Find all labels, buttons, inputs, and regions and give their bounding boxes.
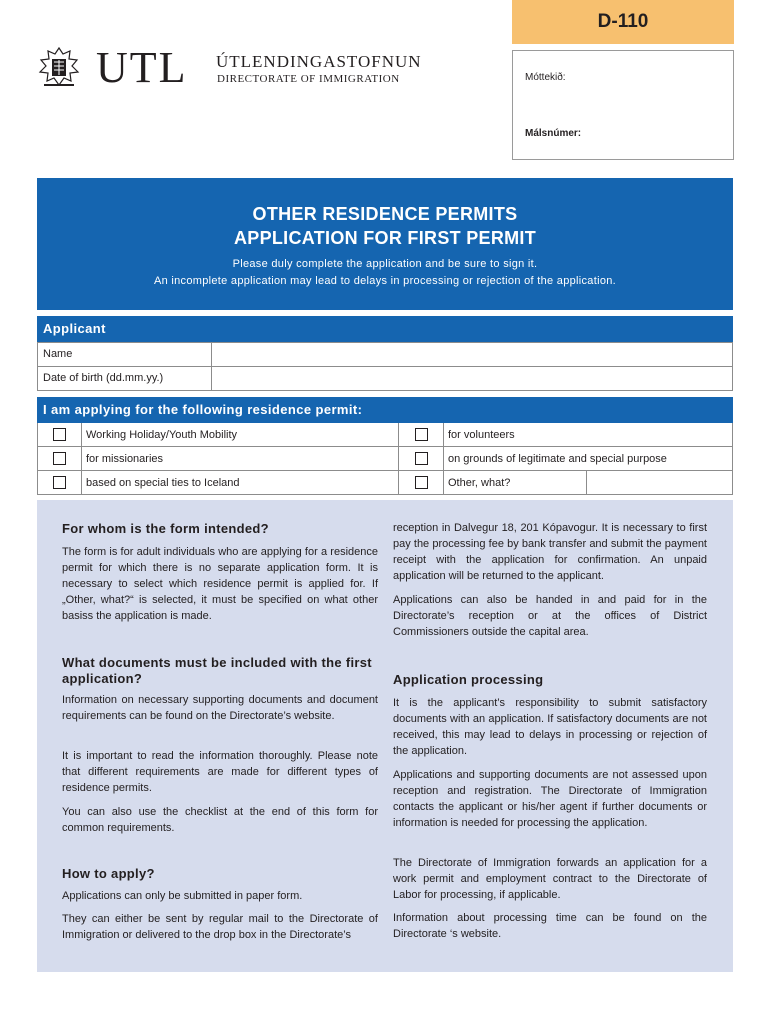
checkbox-working-holiday[interactable] [38,423,82,446]
checkbox-other[interactable] [398,471,444,495]
title-banner [37,178,733,310]
option-label: Working Holiday/Youth Mobility [86,429,238,441]
dob-label: Date of birth (dd.mm.yy.) [38,367,212,390]
checkbox-box[interactable] [53,476,66,489]
permit-row [38,471,732,495]
paragraph: Information about processing time can be found on the Directorate ‘s website. [393,912,707,940]
dob-field[interactable] [213,367,732,390]
dob-row [37,367,733,391]
form-subtitle: APPLICATION FOR FIRST PERMIT [233,228,537,248]
name-row [37,342,733,367]
case-number-label: Málsnúmer: [525,128,582,139]
section-heading: How to apply? [62,866,155,881]
office-use-box [512,50,734,160]
option-label: based on special ties to Iceland [86,477,240,489]
paragraph: Applications can also be handed in and paid for in the Directorate’s reception or at the offices of District Commissioners outside the capital area. [393,594,707,638]
other-specify-field[interactable] [586,471,734,495]
checkbox-missionaries[interactable] [38,447,82,470]
permit-row [38,423,732,447]
paragraph: The form is for adult individuals who are applying for a residence permit for which there is no separate application form. It is necessary to select which residence permit is applied for. If „Other, what?“ is selected, it must be specified on what other basiss the application is made. [62,546,378,622]
form-title: OTHER RESIDENCE PERMITS [252,204,518,224]
option-label: for missionaries [86,453,164,465]
checkbox-box[interactable] [415,452,428,465]
section-heading: For whom is the form intended? [62,521,269,536]
paragraph: They can either be sent by regular mail to the Directorate of Immigration or delivered to the drop box in the Directorate’s [62,913,378,941]
checkbox-legitimate-purpose[interactable] [398,447,444,470]
checkbox-box[interactable] [53,428,66,441]
coat-of-arms-icon [36,45,82,91]
paragraph: It is the applicant’s responsibility to submit satisfactory documents with an application. If satisfactory documents are not received, this may lead to delays in processing or rejection of the application. [393,697,707,757]
agency-subtitle: DIRECTORATE OF IMMIGRATION [217,73,400,85]
section-heading: What documents must be included with the first application? [62,655,372,686]
checkbox-volunteers[interactable] [398,423,444,446]
agency-logo-text: UTL [96,43,188,92]
permit-row [38,447,732,471]
applicant-section-header: Applicant [37,316,733,342]
checkbox-box[interactable] [53,452,66,465]
paragraph: Information on necessary supporting documents and document requirements can be found on the Directorate’s website. [62,694,378,722]
instruction-line-2: An incomplete application may lead to delays in processing or rejection of the application. [153,275,617,287]
paragraph: The Directorate of Immigration forwards an application for a work permit and employment contract to the Directorate of Labor for processing, if applicable. [393,857,707,901]
section-heading: Application processing [393,672,544,687]
form-code-badge: D-110 [512,0,734,44]
name-field[interactable] [213,343,732,366]
paragraph: reception in Dalvegur 18, 201 Kópavogur. It is necessary to first pay the processing fee by bank transfer and submit the payment receipt with the application for confirmation. An unpaid application will be returned to the applicant. [393,522,707,582]
option-label: for volunteers [448,429,515,441]
checkbox-box[interactable] [415,476,428,489]
paragraph: Applications and supporting documents are not assessed upon reception and registration. The Directorate of Immigration contacts the applicant or his/her agent if further documents or information is needed for processing the application. [393,769,707,829]
paragraph: It is important to read the information thoroughly. Please note that different requirements are made for different types of residence permits. [62,750,378,794]
received-label: Móttekið: [525,72,566,83]
instruction-line-1: Please duly complete the application and be sure to sign it. [232,258,538,270]
name-label: Name [38,343,212,366]
permit-section-header: I am applying for the following residence permit: [37,397,733,423]
checkbox-box[interactable] [415,428,428,441]
permit-options-grid [37,423,733,495]
option-label: Other, what? [448,477,511,489]
option-label: on grounds of legitimate and special purpose [448,453,667,465]
paragraph: You can also use the checklist at the end of this form for common requirements. [62,806,378,834]
paragraph: Applications can only be submitted in paper form. [62,890,303,902]
checkbox-special-ties[interactable] [38,471,82,495]
agency-name: ÚTLENDINGASTOFNUN [216,52,422,71]
information-panel [37,500,733,972]
